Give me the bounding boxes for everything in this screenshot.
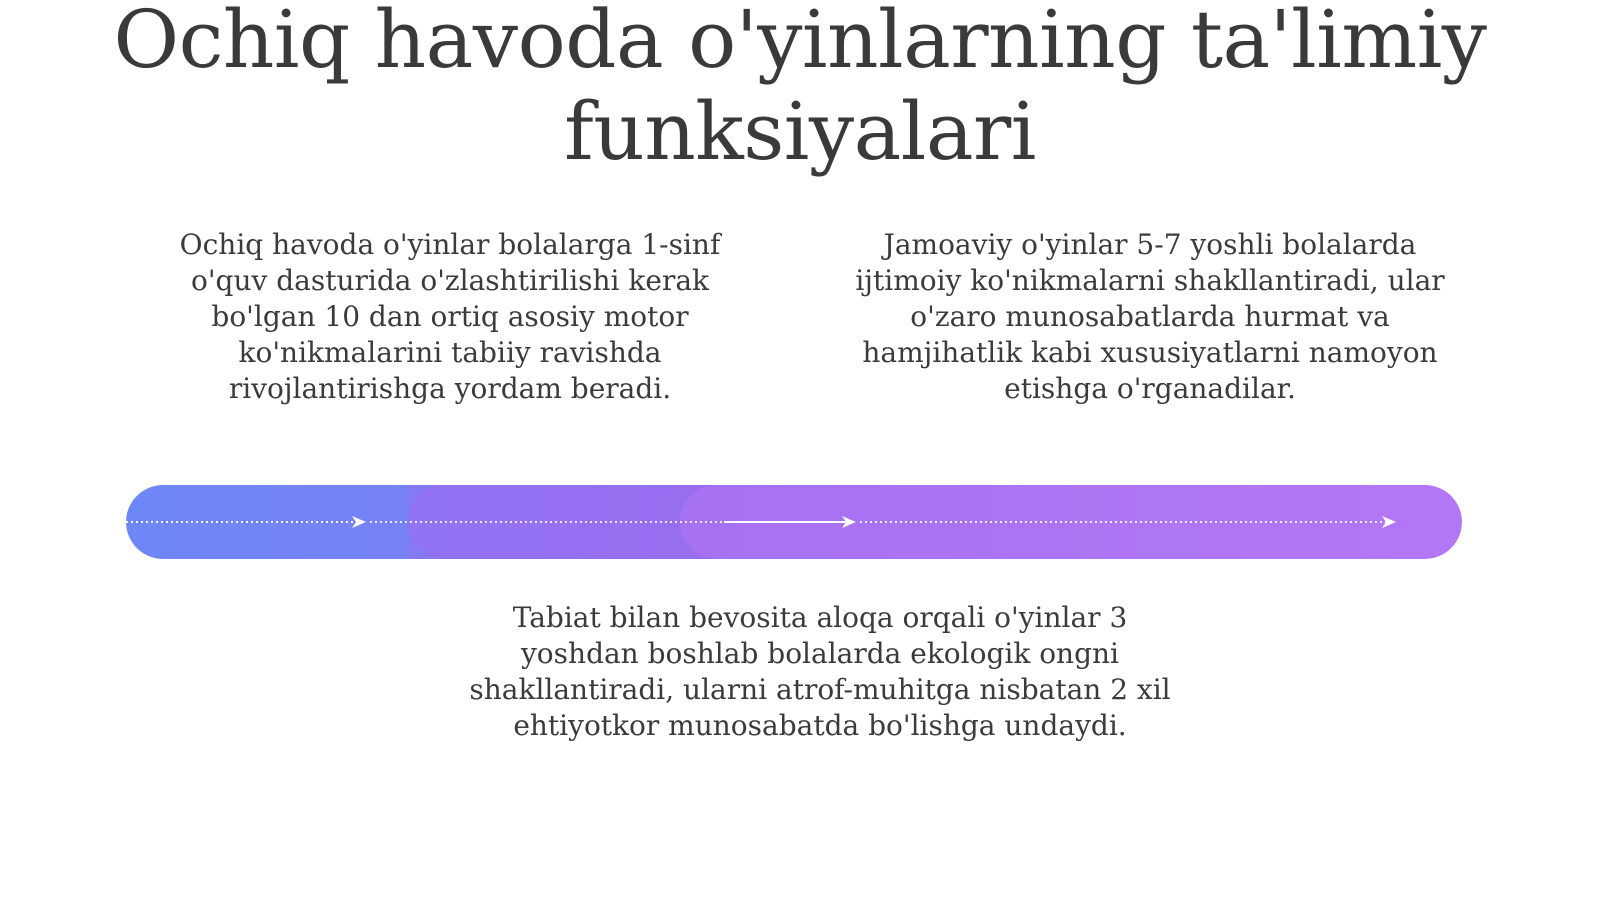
- point-social-skills-text: Jamoaviy o'yinlar 5-7 yoshli bolalarda ijtimoiy ko'nikmalarni shakllantiradi, ular o'zaro munosabatlarda hurmat va hamjihatlik kabi xususiyatlarni namoyon etishga o'rganadilar.: [855, 228, 1445, 405]
- page-title: Ochiq havoda o'yinlarning ta'limiy funksiyalari: [113, 0, 1487, 178]
- timeline-track: [126, 485, 1462, 559]
- point-ecological-awareness-text: Tabiat bilan bevosita aloqa orqali o'yinlar 3 yoshdan boshlab bolalarda ekologik ongni shakllantiradi, ularni atrof-muhitga nisbatan 2 xil ehtiyotkor munosabatda bo'lishga undaydi.: [469, 601, 1171, 742]
- track-segment-2: [408, 485, 680, 559]
- point-motor-skills-text: Ochiq havoda o'yinlar bolalarga 1-sinf o'quv dasturida o'zlashtirilishi kerak bo'lgan 10 dan ortiq asosiy motor ko'nikmalarini tabiiy ravishda rivojlantirishga yordam beradi.: [179, 228, 721, 405]
- timeline-graphic: [126, 485, 1462, 559]
